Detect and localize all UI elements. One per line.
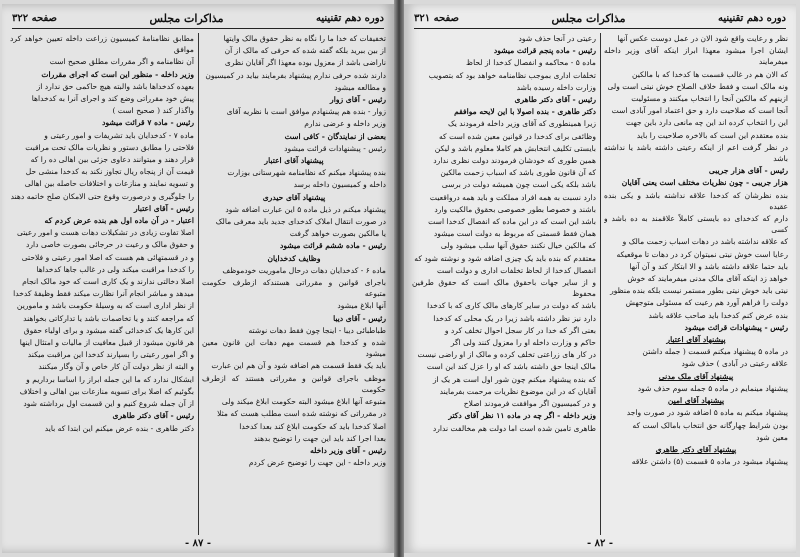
text-line: و تسویه نمایند و منازعات و اختلافات حاصله بین اهالی [24, 179, 194, 189]
text-line: و در قسمتهائی هم هست که اصلا امور رعیتی و فلاحتی [21, 252, 194, 262]
text-line: که الان هم در غالب قسمت ها کدخدا که با مالکین [631, 69, 788, 79]
section-heading: پیشنهاد آقای اعتبار [666, 335, 726, 345]
header-title: مذاکرات مجلس [149, 11, 224, 25]
text-line: آن نظامنامه و اگر مقررات مطلق صحیح است [49, 57, 194, 67]
text-line: اصلا تفاوت زیادی در تشکیلات دهات هست و امور رعیتی [16, 228, 194, 238]
text-line: بعدا اجرا کند باید این جهت را توضیح بدهند [253, 433, 386, 443]
speaker-line: رئیس - آقای دیبا [333, 313, 386, 323]
text-line: ماده ۷ - کدخدایان باید تشریفات و امور رعیتی و [44, 130, 194, 140]
text-line: این را انتخاب کرده اند این چه مانعی دارد باین جهت [626, 118, 788, 128]
text-line: پیشنهاد میشود در ماده ۵ قسمت (۵) داشتن علاقه [631, 457, 788, 467]
text-line: از نظر اداری است که به وسیلهٔ حکومت باشد و مامورین [16, 301, 194, 311]
text-line: را جلوگیری و درصورت وقوع حتی الامکان صلح خاتمه دهند [10, 191, 194, 201]
text-line: بنده پیشنهاد میکنم که نظامنامه شهرستانی بوزارت [227, 168, 386, 178]
column-divider [600, 33, 601, 535]
text-line: همان فقط قسمتی که مربوط به دولت است میشود [433, 229, 596, 239]
text-line: وزیر داخله و عرضی ندارم [304, 119, 386, 129]
text-line: که آن قانون طوری باشد که اسباب زحمت مالکین [440, 168, 596, 178]
text-line: بعهده کدخداها باشد والبته هیچ حاکمی حق ندارد از [36, 81, 194, 91]
text-line: رعایا است خوش نیتی نمیتوان کرد در دهات تا موقعیکه [616, 249, 788, 259]
text-line: پیشنهاد مینمایم در ماده ۵ جمله سوم حذف شود [637, 383, 788, 393]
text-line: بعنی اگر که خدا در کار سجل احوال تخلف کرد و [444, 325, 596, 335]
speaker-line: رئیس - آقای دکتر طاهری [112, 411, 194, 421]
text-line: که علاقه نداشته باشد در دهات اسباب زحمت مالک و [622, 237, 788, 247]
text-line: شده و کدخدا هم قسمت مهم دهات این قانون معین میشود [202, 338, 386, 359]
speaker-line: رئیس - آقای وزیر داخله [310, 445, 386, 455]
text-line: بنده عرض کنم کدخدا باید صاحب علاقه باشد [648, 310, 788, 320]
text-line: باید حتما علاقه داشته باشد و الا ابتکار کند و آن آنها [629, 261, 788, 271]
text-line: و حقوق مالک و رعیت در حرجائی بصورت خاصی دارد [26, 240, 194, 250]
text-line: دکتر طاهری - بنده عرض میکنم این ابتدا که باید [44, 423, 194, 433]
text-line: ونه مالک است و فقط خلاف الصلاح خوش نیتی است ولی [607, 81, 788, 91]
text-line: از آن جمله شروع کنیم و این قسمت اول برداشته شود [23, 399, 194, 409]
page-footer-number: - ۸۷ - [184, 538, 212, 549]
text-line: انفصال کدخدا از لحاظ تخلفات اداری و دولت است [437, 265, 596, 275]
text-line: قرار دهند و میتوانند دعاوی جزئی بین اهالی ده را که [30, 155, 194, 165]
text-line: وزیر داخله - این جهت را توضیح عرض کردم [248, 458, 386, 468]
text-line: آنجا است که صلاحیت دارد و حق اعتماد امور آبادی است [611, 106, 788, 116]
text-line: مالک اینجا حق داشته باشد که او را عزل کند این است [426, 362, 596, 372]
text-line: بنده معتقدم این است که بالاخره صلاحیت را باید [636, 130, 788, 140]
text-line: وزارت داخله رسیده باشد [516, 82, 596, 92]
text-column-left [412, 33, 596, 535]
text-line: ایشان اجرا میشود معهذا ابراز اینکه آقای وزیر داخله میفرمایند [604, 46, 788, 67]
text-line: در کار های زراعتی تخلف کرده و مالک از او راضی نیست [417, 350, 596, 360]
text-line: بنده نظرشان که کدخدا علاقه نداشته باشد و یکی بنده عقیده [604, 190, 788, 211]
text-line: آنها ابلاغ میشود [337, 301, 386, 311]
text-line: دارم که کدخدای ده بایستی کاملاً علاقمند به ده باشد و کسی [604, 214, 788, 235]
text-line: و اگر امور رعیتی را بسپارند کدخدا این مراقبت میکند [27, 350, 194, 360]
text-line: و در کمیسیون اگر موافقت فرمودند اصلاح [463, 399, 596, 409]
section-heading: پیشنهاد آقای اعتبار [264, 156, 324, 166]
text-line: نیتی باید خوش نیتی بطور مستمر نیست بلکه بنده منظور [610, 286, 788, 296]
text-line: پیشنهاد میکنم در ذیل ماده ۵ این عبارت اضافه شود [225, 204, 386, 214]
text-line: خواهد زد اینکه آقای مالک مدنی میفرمایند که خوش [627, 274, 788, 284]
header-page-number: صفحه ۳۲۲ [12, 12, 57, 24]
speaker-line: رئیس - ماده پنجم قرائت میشود [493, 46, 596, 56]
speaker-line: دکتر طاهری - بنده اصولا با این لایحه موافقم [454, 107, 596, 117]
header-page-number: صفحه ۳۲۱ [414, 12, 459, 24]
text-line: که مالکین خیال نکنند حقوق آنها سلب میشود ولی [440, 241, 596, 251]
text-line: معتقدم که بنده باید یک چیزی اضافه شود و نوشته شود که [414, 253, 596, 263]
text-line: باجرای قوانین و مقرراتی هستندکه ازطرف حکومت متبوعه [202, 278, 386, 299]
text-line: باشد بلکه یکی است چون همیشه دولت در برسی [441, 180, 596, 190]
section-heading: پیشنهاد آقای حیدری [262, 192, 326, 202]
text-line: آقایان که در این موضوع نظریات مرحمت بفرمایند [439, 386, 596, 396]
text-line: بودن شرایط چهارگانه حق انتخاب بامالک است که [632, 420, 788, 430]
section-heading: وظایف کدخدایان [267, 253, 321, 263]
speaker-line: رئیس - آقای اعتبار [133, 203, 194, 213]
text-line: متبوعه آنها ابلاغ میشود البته حکومت ابلاغ میکند ولی [221, 397, 386, 407]
section-heading: پیشنهاد آقای امین [667, 396, 725, 406]
speaker-line: وزیر داخله - منظور این است که اجرای مقررات [41, 69, 194, 79]
text-line: یا مالکین بصورت خواهد گرفت [289, 229, 386, 239]
speaker-line: هزار جریبی - چون نظریات مختلف است یعنی آقایان [621, 178, 788, 188]
text-line: معین شود [756, 432, 788, 442]
speaker-line: رئیس - آقای زوار [330, 95, 386, 105]
text-line: ازینهم که مالکین آنجا را انتخاب میکنند و مسئولیت [631, 94, 788, 104]
text-line: ایشکال ندارد که ما این جمله ابراز را اساسا برداریم و [26, 374, 194, 384]
text-line: فلاحتی را مطابق دستور و نظریات مالک تحت مراقبت [25, 142, 194, 152]
text-line: مطابق نظامنامهٔ کمیسیون زراعت داخله تعیین خواهد کرد موافق [10, 34, 194, 55]
text-line: پیش خود مقرراتی وضع کند و اجرای آنرا به کدخداها [31, 94, 194, 104]
text-line: در مقرراتی که نوشته شده است مطلب هست که مثلا [217, 409, 386, 419]
speaker-line: رئیس - آقای دکتر طاهری [514, 95, 596, 105]
book-gutter [394, 0, 404, 557]
text-line: طباطبائی دیبا - اینجا چون فقط دهات نوشته [248, 325, 386, 335]
text-line: بایستی تکلیف انتخابش هم کاملا معلوم باشد و لیکن [434, 143, 596, 153]
text-line: باشد که دولت در سایر کارهای مالک کاری که با کدخدا [427, 301, 596, 311]
text-line: این کارها یک کدخدائی گفته میشود و برای اولیاء حقوق [23, 325, 194, 335]
text-line: از بین ببرید بلکه گفته شده که حرفی که مالک از آن [224, 46, 386, 56]
text-line: که مراجعه کنند و یا تخاصمات باشد یا تدارکاتی بخواهند [23, 313, 194, 323]
text-line: دارند شده حرفی ندارم پیشنهاد بفرمایند بیاید در کمیسیون [205, 70, 386, 80]
speaker-line: بعضی از نمایندگان - کافی است [284, 131, 386, 141]
text-line: ماده ۶ - کدخدایان دهات درحال ماموریت خودموظف [222, 265, 386, 275]
text-line: و از سایر جهات باحقوق مالک است که حقوق طرفین محفوظ [412, 278, 596, 299]
text-line: پیشنهاد میکنم به ماده ۵ اضافه شود در صورت واجد [626, 408, 788, 418]
page-header [12, 10, 384, 26]
speaker-line: رئیس - آقای هزار جریبی [708, 166, 788, 176]
column-divider [198, 33, 199, 535]
text-line: قیمت آن از پنجاه ریال تجاوز نکند به کدخدا منشی حل [25, 167, 194, 177]
text-line: زیرا همینطوری که آقای وزیر داخله فرمودند یک [447, 119, 596, 129]
header-volume: دوره دهم تقنینیه [718, 12, 786, 24]
right-page [404, 4, 796, 553]
text-line: اصلا کدخدا باید که حکومت ابلاغ کند بعدا کدخدا [239, 421, 386, 431]
section-heading: پیشنهاد آقای ملک مدنی [658, 371, 734, 381]
text-line: نظر و رعایت واقع شود الان در عمل دوست عکس آنها [617, 34, 788, 43]
text-line: تخلفات اداری بموجب نظامنامه خواهد بود که بتصویب [428, 70, 596, 80]
text-line: میدهد و مباشر انجام آنرا نظارت میکند فقط وظیفهٔ کدخدا [13, 289, 194, 299]
text-line: که بنده پیشنهاد میکنم چون شور اول است هر یک از [432, 374, 596, 384]
page-header [414, 10, 786, 26]
text-line: و البته از نظر دولت آن کار خاص و آن وگار میکنند [38, 362, 194, 372]
speaker-line: اعتبار - در آن ماده اول هم بنده عرض کردم که [44, 216, 194, 226]
speaker-line: رئیس - ماده ششم قرائت میشود [280, 241, 386, 251]
text-column-left [10, 33, 194, 535]
text-column-right [604, 33, 788, 535]
text-line: در ماده ۵ پیشنهاد میکنم قسمت ( جمله داشتن [642, 347, 788, 357]
text-line: رئیس - پیشنهادات قرائت میشود [284, 143, 386, 153]
text-line: تخفیفات که خدا ما را نگاه به نظر حقوق مالک وایتها [223, 34, 386, 43]
text-line: اصلا دخالتی ندارند و یک کاری است که خود مالک انجام [22, 277, 194, 287]
text-line: دولت را فراهم آورد هم رعیت که مسئولی متوجهش [625, 298, 788, 308]
header-title: مذاکرات مجلس [551, 11, 626, 25]
speaker-line: رئیس - پیشنهادات قرائت میشود [684, 322, 788, 332]
text-line: ماده ۵ - محاکمه و انفصال کدخدا از لحاظ [466, 58, 596, 68]
text-line: در نظر گرفت اعم از اینکه رعیتی داشته باشد یا نداشته باشد [604, 142, 788, 164]
text-line: وظائفی برای کدخدا در قوانین معین شده است که [438, 131, 596, 141]
text-line: طاهری تامین شده است اما دولت هم مخالفت ندارد [432, 423, 596, 433]
speaker-line: وزیر داخله - اگر چه در ماده ۱۱ نظر آقای دکتر [448, 411, 596, 421]
text-line: را کدخدا مراقبت میکند ولی در غالب جاها کدخداها [36, 264, 194, 274]
section-heading: پیشنهاد آقای دکتر طاهری [655, 444, 737, 454]
header-rule [12, 28, 384, 29]
text-line: و مطالعه میشود [334, 82, 386, 92]
text-line: ناراضی باشد از معزول بوده معهذا اگر آقایان نظری [224, 58, 386, 68]
left-page [2, 4, 394, 553]
text-line: علاقه رعیتی در آبادی ) حذف شود [681, 359, 788, 369]
text-line: دارد نیز نظر داشته باشد زیرا در یک محلی که کدخدا [433, 313, 596, 323]
text-line: زوار - بنده هم پیشنهادم موافق است با نظریه آقای [226, 107, 386, 117]
text-line: دارد نسبت به همه افراد مملکت و باید همه درواقعیت [429, 192, 596, 202]
text-line: باید یک فقط قسمت هم اضافه شود و آن هم این عبارت [211, 361, 386, 371]
text-line: هر قانون میشود از قبیل معافیت از مالیات و امتثال اینها [19, 338, 194, 348]
text-line: بگوئیم که اصلا برای تسویه منازعات بین اهالی و اختلاف [19, 386, 194, 396]
text-line: باشند و خصوصا بطور خصوصی بحقوق مالکیت وارد [434, 204, 596, 214]
text-line: موظف باجرای قوانین و مقرراتی هستند که ازطرف حکومت [202, 373, 386, 394]
page-footer-number: - ۸۲ - [586, 538, 614, 549]
text-line: داخله و کمیسیون داخله برسد [293, 180, 386, 190]
header-rule [414, 28, 786, 29]
header-volume: دوره دهم تقنینیه [316, 12, 384, 24]
text-column-right [202, 33, 386, 535]
text-line: رعیتی در آنجا حذف شود [518, 34, 596, 43]
text-line: در صورت انتقال املاک کدخدای جدید باید معرفی مالک [215, 217, 386, 227]
text-line: حاکم و وزارت داخله او را معزول کنند ولی اگر [450, 338, 596, 348]
text-line: باشد این است که در این ماده که انفصال کدخدا است [428, 217, 596, 227]
text-line: واگذار کند ( صحیح است ) [112, 106, 194, 116]
speaker-line: رئیس - ماده ۷ قرائت میشود [102, 118, 194, 128]
text-line: همین طوری که خودشان فرمودند دولت نظری ندارد [433, 156, 596, 166]
